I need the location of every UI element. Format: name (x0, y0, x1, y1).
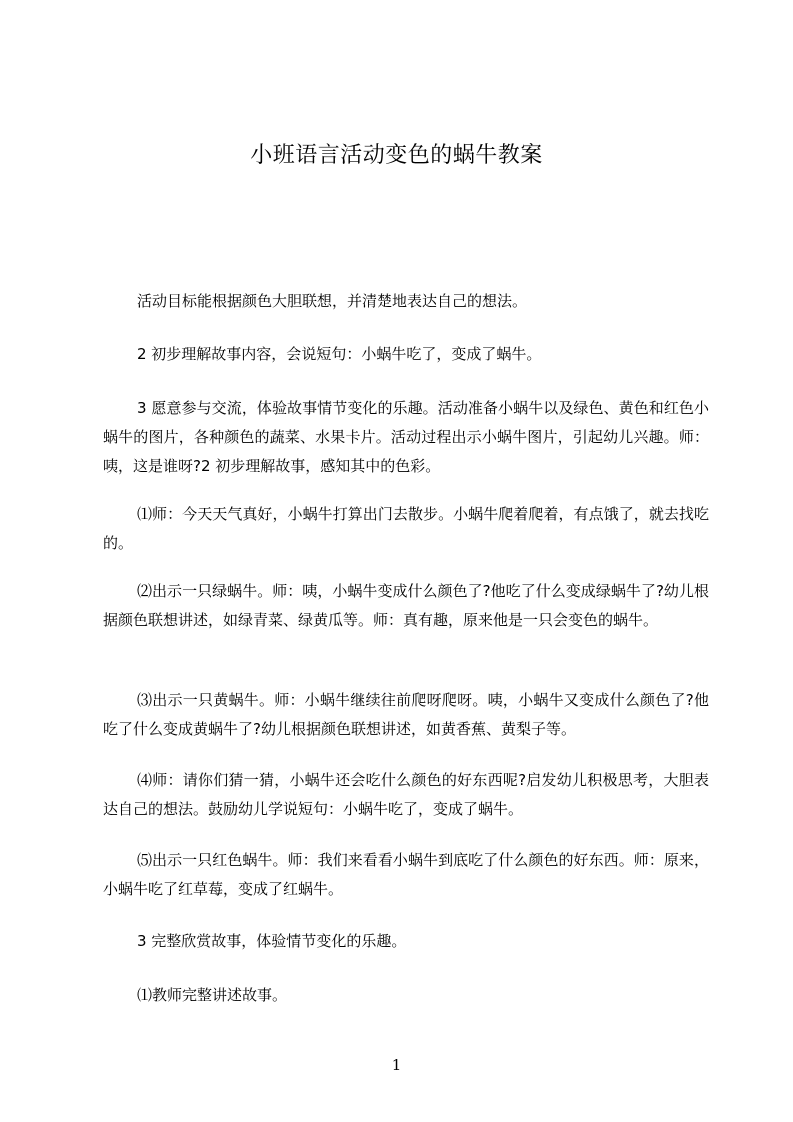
paragraph-full-story: 3 完整欣赏故事，体验情节变化的乐趣。 (137, 932, 407, 950)
paragraph-step-5: ⑸出示一只红色蜗牛。师：我们来看看小蜗牛到底吃了什么颜色的好东西。师：原来，小蜗牛吃了红草莓，变成了红蜗牛。 (103, 851, 709, 898)
page-number: 1 (391, 1056, 402, 1074)
paragraph-goal: 活动目标能根据颜色大胆联想，并清楚地表达自己的想法。 (137, 292, 528, 310)
paragraph-goal-2: 2 初步理解故事内容，会说短句：小蜗牛吃了，变成了蜗牛。 (137, 345, 542, 363)
paragraph-step-2: ⑵出示一只绿蜗牛。师：咦，小蜗牛变成什么颜色了?他吃了什么变成绿蜗牛了?幼儿根据颜色联想讲述，如绿青菜、绿黄瓜等。师：真有趣，原来他是一只会变色的蜗牛。 (103, 582, 709, 629)
paragraph-teacher-telling: ⑴教师完整讲述故事。 (137, 986, 288, 1004)
paragraph-goal-3-preparation: 3 愿意参与交流，体验故事情节变化的乐趣。活动准备小蜗牛以及绿色、黄色和红色小蜗牛的图片，各种颜色的蔬菜、水果卡片。活动过程出示小蜗牛图片，引起幼儿兴趣。师：咦，这是谁呀?2 初步理解故事，感知其中的色彩。 (103, 399, 709, 475)
document-title: 小班语言活动变色的蜗牛教案 (250, 143, 543, 168)
paragraph-step-1: ⑴师：今天天气真好，小蜗牛打算出门去散步。小蜗牛爬着爬着，有点饿了，就去找吃的。 (103, 505, 709, 552)
paragraph-step-4: ⑷师：请你们猜一猜，小蜗牛还会吃什么颜色的好东西呢?启发幼儿积极思考，大胆表达自己的想法。鼓励幼儿学说短句：小蜗牛吃了，变成了蜗牛。 (103, 771, 709, 818)
paragraph-step-3: ⑶出示一只黄蜗牛。师：小蜗牛继续往前爬呀爬呀。咦，小蜗牛又变成什么颜色了?他吃了什么变成黄蜗牛了?幼儿根据颜色联想讲述，如黄香蕉、黄梨子等。 (103, 691, 709, 738)
